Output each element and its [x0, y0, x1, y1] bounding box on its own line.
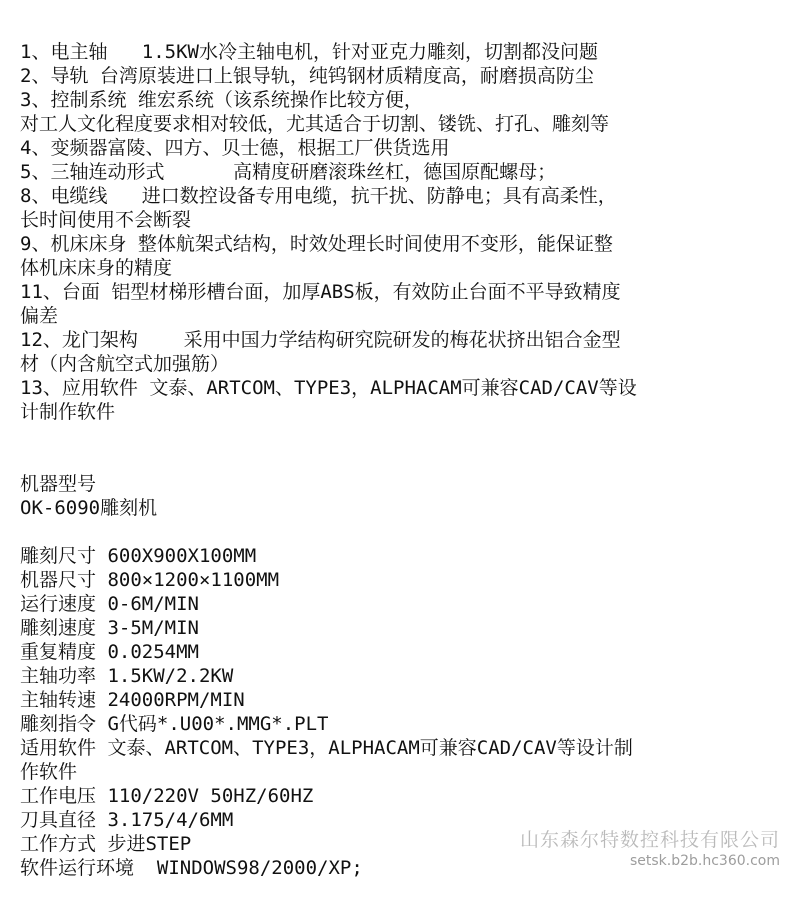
spec-line: 主轴转速 24000RPM/MIN: [20, 689, 245, 711]
model-section: [20, 472, 790, 520]
spec-line: 适用软件 文泰、ARTCOM、TYPE3，ALPHACAM可兼容CAD/CAV等设计制: [20, 737, 633, 759]
feature-line: 计制作软件: [20, 401, 116, 423]
feature-line: 材（内含航空式加强筋）: [20, 353, 230, 375]
feature-line: 长时间使用不会断裂: [20, 209, 192, 231]
feature-line: 11、台面 铝型材梯形槽台面，加厚ABS板，有效防止台面不平导致精度: [20, 281, 621, 303]
features-list: [20, 40, 790, 424]
feature-line: 5、三轴连动形式 高精度研磨滚珠丝杠，德国原配螺母；: [20, 161, 557, 183]
spec-line: 工作电压 110/220V 50HZ/60HZ: [20, 785, 314, 807]
spec-line: 软件运行环境 WINDOWS98/2000/XP;: [20, 857, 363, 879]
feature-line: 9、机床床身 整体航架式结构，时效处理长时间使用不变形，能保证整: [20, 233, 613, 255]
document-body: [20, 40, 790, 880]
feature-line: 对工人文化程度要求相对较低，尤其适合于切割、镂铣、打孔、雕刻等: [20, 113, 610, 135]
feature-line: 12、龙门架构 采用中国力学结构研究院研发的梅花状挤出铝合金型: [20, 329, 621, 351]
feature-line: 体机床床身的精度: [20, 257, 173, 279]
model-label: 机器型号: [20, 473, 97, 495]
feature-line: 1、电主轴 1.5KW水冷主轴电机，针对亚克力雕刻，切割都没问题: [20, 41, 598, 63]
feature-line: 偏差: [20, 305, 59, 327]
spec-line: 作软件: [20, 761, 78, 783]
spec-line: 主轴功率 1.5KW/2.2KW: [20, 665, 234, 687]
spec-line: 雕刻指令 G代码*.U00*.MMG*.PLT: [20, 713, 329, 735]
watermark-company: 山东森尔特数控科技有限公司: [519, 829, 780, 851]
spec-line: 重复精度 0.0254MM: [20, 641, 199, 663]
feature-line: 3、控制系统 维宏系统（该系统操作比较方便，: [20, 89, 423, 111]
spec-line: 机器尺寸 800×1200×1100MM: [20, 569, 280, 591]
spec-line: 运行速度 0-6M/MIN: [20, 593, 199, 615]
spec-line: 雕刻速度 3-5M/MIN: [20, 617, 199, 639]
watermark-url: setsk.b2b.hc360.com: [629, 853, 780, 869]
feature-line: 2、导轨 台湾原装进口上银导轨，纯钨钢材质精度高，耐磨损高防尘: [20, 65, 594, 87]
model-value: OK-6090雕刻机: [20, 497, 158, 519]
watermark: [520, 828, 780, 870]
feature-line: 4、变频器富陵、四方、贝士德，根据工厂供货选用: [20, 137, 450, 159]
feature-line: 13、应用软件 文泰、ARTCOM、TYPE3，ALPHACAM可兼容CAD/CAV等设: [20, 377, 637, 399]
spec-line: 刀具直径 3.175/4/6MM: [20, 809, 234, 831]
feature-line: 8、电缆线 进口数控设备专用电缆，抗干扰、防静电；具有高柔性，: [20, 185, 617, 207]
spec-line: 工作方式 步进STEP: [20, 833, 192, 855]
spec-line: 雕刻尺寸 600X900X100MM: [20, 545, 257, 567]
